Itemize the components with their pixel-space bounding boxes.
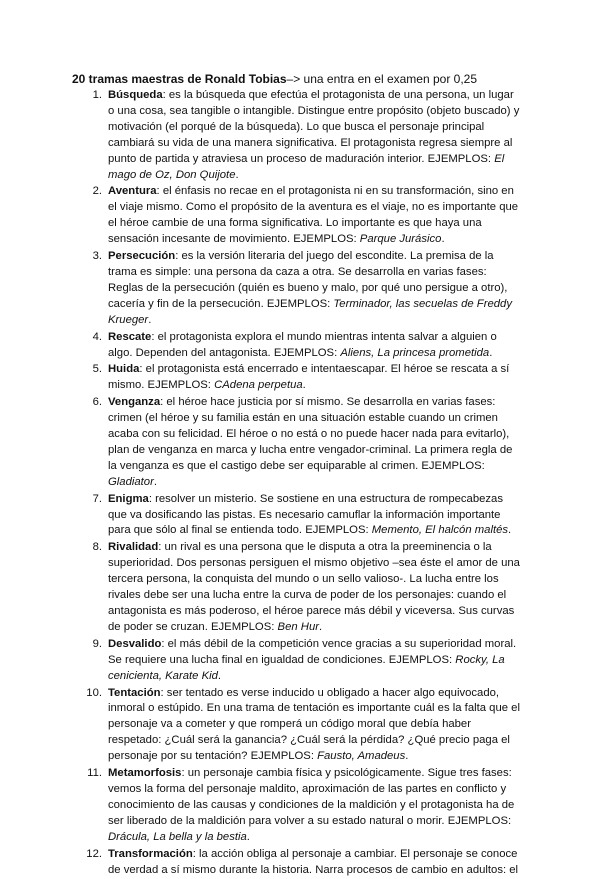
item-number: 12. — [86, 847, 102, 860]
item-term: Aventura — [108, 185, 157, 198]
item-number: 3. — [92, 250, 102, 263]
item-term: Metamorfosis — [108, 767, 182, 780]
heading-title: 20 tramas maestras de Ronald Tobias — [72, 72, 287, 86]
item-text: : el protagonista está encerrado e intentaescapar. El héroe se rescata a sí mismo. EJEMPLOS: — [108, 363, 510, 392]
item-text: : el héroe hace justicia por sí mismo. Se desarrolla en varias fases: crimen (el héroe y su familia están en una situación estable cuando un crimen acaba con su felicidad. El héroe o no está o no puede hacer nada para evitarlo), plan de venganza en marca y lucha entre vengador-criminal. La primera regla de la venganza es que el castigo debe ser equiparable al crimen. EJEMPLOS: — [108, 396, 513, 472]
item-term: Persecución — [108, 250, 176, 263]
item-number: 9. — [92, 637, 102, 650]
item-text: : es la búsqueda que efectúa el protagonista de una persona, un lugar o una cosa, sea tangible o intangible. Distingue entre propósito (objeto buscado) y motivación (el porqué de la búsqueda). Lo que busca el personaje principal cambiará su vida de una manera significativa. El protagonista regresa siempre al punto de partida y atraviesa un proceso de maduración interior. EJEMPLOS: — [108, 89, 520, 165]
item-tail: . — [302, 379, 306, 392]
list-item — [72, 362, 520, 394]
item-number: 2. — [92, 185, 102, 198]
item-tail: . — [441, 233, 445, 246]
item-term: Huida — [108, 363, 140, 376]
list-item — [72, 847, 520, 879]
item-examples: Fausto, Amadeus — [317, 750, 406, 763]
item-number: 5. — [92, 363, 102, 376]
plot-list — [72, 88, 520, 879]
item-examples: CAdena perpetua — [214, 379, 303, 392]
item-term: Enigma — [108, 492, 149, 505]
item-examples: El mago de Oz, Don Quijote — [108, 152, 505, 181]
item-text: : resolver un misterio. Se sostiene en una estructura de rompecabezas que va dosificando las pistas. Es necesario camuflar la información importante para que sólo al final se entienda todo. EJEMPLOS: — [108, 492, 503, 537]
item-tail: . — [148, 313, 152, 326]
item-term: Búsqueda — [108, 89, 163, 101]
list-item — [72, 540, 520, 635]
item-text: : ser tentado es verse inducido u obligado a hacer algo equivocado, inmoral o estúpido. En una trama de tentación es importante cuál es la falta que el personaje va a cometer y que romperá un código moral que debía haber respetado: ¿Cuál será la ganancia? ¿Cuál será la pérdida? ¿Qué precio paga el personaje por su tentación? EJEMPLOS: — [108, 686, 520, 763]
item-text: : un personaje cambia física y psicológicamente. Sigue tres fases: vemos la forma del personaje maldito, aproximación de las partes en conflicto y conocimiento de las causas y condiciones de la maldición y el protagonista ha de ser liberado de la maldición para volver a su estado natural o morir. EJEMPLOS: — [108, 767, 515, 827]
item-examples: Memento, El halcón maltés — [371, 524, 509, 537]
item-text: : el protagonista explora el mundo mientras intenta salvar a alguien o algo. Dependen del antagonista. EJEMPLOS: — [108, 330, 497, 359]
item-tail: . — [153, 475, 157, 488]
item-text: : la acción obliga al personaje a cambiar. El personaje se conoce de verdad a sí mismo durante la historia. Narra procesos de cambio en adultos: el — [108, 847, 519, 876]
item-text: : el énfasis no recae en el protagonista ni en su transformación, sino en el viaje mismo. Como el propósito de la aventura es el viaje, no es importante que el héroe cambie de una forma significativa. Lo importante es que haya una sensación incesante de movimiento. EJEMPLOS: — [108, 185, 519, 246]
item-number: 1. — [92, 89, 102, 101]
list-item — [72, 184, 520, 248]
list-item — [72, 492, 520, 540]
item-term: Tentación — [108, 686, 161, 699]
item-term: Transformación — [108, 847, 193, 860]
item-tail: . — [235, 168, 239, 181]
item-number: 4. — [92, 330, 102, 343]
item-tail: . — [319, 620, 323, 633]
item-tail: . — [217, 669, 222, 682]
item-number: 11. — [87, 767, 102, 780]
list-item — [72, 395, 520, 490]
item-number: 8. — [92, 541, 102, 554]
item-examples: Ben Hur — [277, 620, 319, 633]
list-item — [72, 766, 520, 846]
item-tail: . — [489, 346, 493, 359]
item-examples: Terminador, las secuelas de Freddy Krueger — [108, 297, 512, 326]
item-number: 6. — [92, 396, 102, 409]
list-item — [72, 249, 520, 329]
item-term: Rivalidad — [108, 541, 159, 554]
list-item — [72, 88, 520, 183]
item-term: Venganza — [108, 396, 161, 409]
item-tail: . — [508, 524, 512, 537]
item-tail: . — [246, 830, 250, 843]
list-item — [72, 686, 520, 766]
item-examples: Aliens, La princesa prometida — [340, 346, 490, 359]
item-tail: . — [405, 750, 409, 763]
item-examples: Drácula, La bella y la bestia — [108, 830, 247, 843]
item-examples: Parque Jurásico — [359, 233, 442, 246]
item-term: Rescate — [108, 330, 152, 343]
item-number: 10. — [86, 686, 102, 699]
item-text: : un rival es una persona que le disputa a otra la preeminencia o la superioridad. Dos personas persiguen el mismo objetivo –sea éste el amor de una tercera persona, la conquista del mundo o un sello valioso-. La lucha entre los rivales debe ser una lucha entre la curva de poder de los personajes: cuando el antagonista es más poderoso, el héroe parece más débil y viceversa. Sus curvas de poder se cruzan. EJEMPLOS: — [108, 541, 520, 633]
document-heading — [72, 72, 542, 88]
item-examples: Gladiator — [108, 475, 154, 488]
item-text: : el más débil de la competición vence gracias a su superioridad moral. Se requiere una lucha final en igualdad de condiciones. EJEMPLOS: — [108, 637, 517, 666]
list-item — [72, 330, 520, 362]
item-text: : es la versión literaria del juego del escondite. La premisa de la trama es simple: una persona da caza a otra. Se desarrolla en varias fases: Reglas de la persecución (quién es bueno y malo, por qué uno persigue a otro), cacería y fin de la persecución. EJEMPLOS: — [108, 250, 508, 310]
list-item — [72, 637, 520, 685]
item-examples: Rocky, La cenicienta, Karate Kid — [108, 653, 505, 682]
item-term: Desvalido — [108, 637, 162, 650]
item-number: 7. — [92, 492, 102, 505]
heading-note: –> una entra en el examen por 0,25 — [286, 72, 478, 86]
